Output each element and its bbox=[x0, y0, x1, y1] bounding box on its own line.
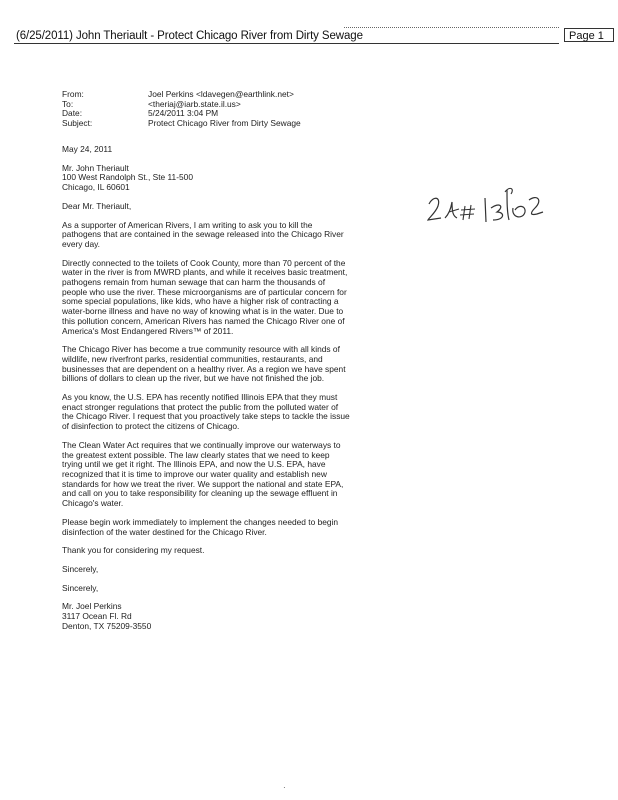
email-metadata bbox=[62, 90, 301, 128]
header-title: (6/25/2011) John Theriault - Protect Chicago River from Dirty Sewage bbox=[16, 30, 363, 42]
recipient-address bbox=[62, 164, 352, 193]
paragraph: The Chicago River has become a true community resource with all kinds of wildlife, new riverfront parks, residential communities, restaurants, and businesses that are dependent on a healthy river. As a region we have spent billions of dollars to clean up the river, but we have not finished the job. bbox=[62, 344, 346, 384]
meta-value: 5/24/2011 3:04 PM bbox=[148, 108, 219, 119]
letter-body bbox=[62, 145, 352, 640]
letter-date: May 24, 2011 bbox=[62, 144, 113, 154]
paragraph: Directly connected to the toilets of Cook County, more than 70 percent of the water in the river is from MWRD plants, and while it receives basic treatment, pathogens remain from human sewage that can harm the thousands of people who use the river. These microorganisms are of particular concern for some special populations, like kids, who have a higher risk of contracting a water-borne illness and have no way of knowing what is in the water. Due to this pollution concern, American Rivers has named the Chicago River one of America's Most Endangered Rivers™ of 2011. bbox=[62, 257, 348, 336]
meta-label: From: bbox=[62, 89, 84, 99]
meta-label: Subject: bbox=[62, 117, 93, 128]
meta-row-subject bbox=[62, 119, 301, 129]
salutation: Dear Mr. Theriault, bbox=[62, 200, 132, 211]
document-header bbox=[14, 30, 604, 46]
meta-label: To: bbox=[62, 98, 74, 109]
paragraph: The Clean Water Act requires that we continually improve our waterways to the greatest extent possible. The law clearly states that we need to keep trying until we get it right. The Illinois EPA, and now the U.S. EPA, have recognized that it is time to improve our water quality and establish new standards for how we treat the river. We support the national and state EPA, and call on you to take responsibility for cleaning up the sewage effluent in Chicago's water. bbox=[62, 439, 344, 509]
scan-mark: · bbox=[283, 783, 286, 792]
closing: Sincerely, bbox=[62, 563, 99, 574]
signature-line: Mr. Joel Perkins bbox=[62, 601, 122, 612]
paragraph: Thank you for considering my request. bbox=[62, 545, 205, 556]
paragraph: As you know, the U.S. EPA has recently notified Illinois EPA that they must enact stronger regulations that protect the public from the polluted water of the Chicago River. I request that you proactively take steps to tackle the issue of disinfection to protect the citizens of Chicago. bbox=[62, 392, 350, 432]
handwritten-note bbox=[425, 178, 555, 228]
meta-label: Date: bbox=[62, 108, 83, 119]
header-top-rule bbox=[344, 27, 559, 28]
header-rule bbox=[14, 43, 559, 44]
paragraph: Please begin work immediately to implement the changes needed to begin disinfection of the water destined for the Chicago River. bbox=[62, 516, 339, 537]
address-line: Chicago, IL 60601 bbox=[62, 182, 130, 193]
meta-value: Joel Perkins <ldavegen@earthlink.net> bbox=[148, 89, 294, 99]
address-line: Mr. John Theriault bbox=[62, 162, 129, 173]
signature-block bbox=[62, 602, 352, 631]
page-number: Page 1 bbox=[564, 28, 614, 42]
signature-line: Denton, TX 75209-3550 bbox=[62, 620, 152, 631]
closing: Sincerely, bbox=[62, 582, 99, 593]
signature-line: 3117 Ocean Fl. Rd bbox=[62, 611, 132, 622]
meta-value: Protect Chicago River from Dirty Sewage bbox=[148, 117, 301, 128]
address-line: 100 West Randolph St., Ste 11-500 bbox=[62, 172, 193, 183]
meta-value: <theriaj@iarb.state.il.us> bbox=[148, 98, 241, 109]
paragraph: As a supporter of American Rivers, I am writing to ask you to kill the pathogens that are contained in the sewage released into the Chicago River every day. bbox=[62, 219, 344, 249]
